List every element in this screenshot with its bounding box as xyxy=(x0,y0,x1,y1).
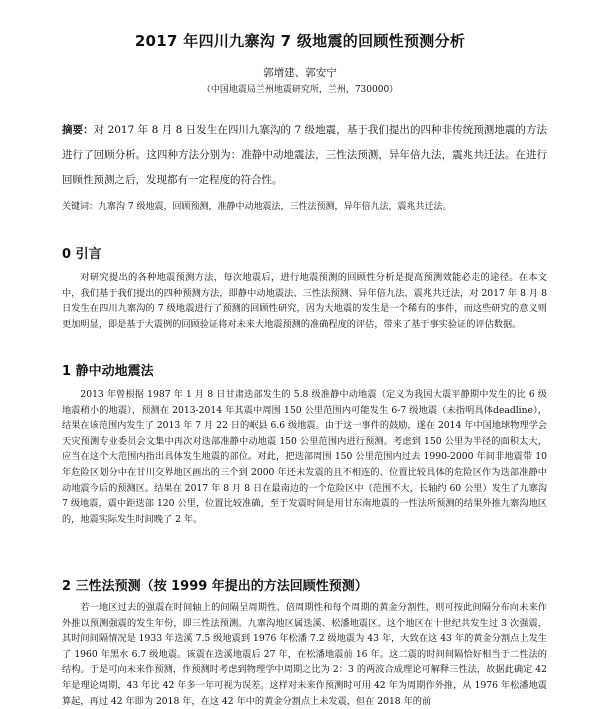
keywords xyxy=(62,199,547,216)
keywords-text: 九寨沟 7 级地震，回顾预测，准静中动地震法，三性法预测，异年倍九法，震兆共迁法。 xyxy=(98,202,452,212)
affiliation: （中国地震局兰州地震研究所，兰州，730000） xyxy=(201,85,399,95)
abstract-text: 对 2017 年 8 月 8 日发生在四川九寨沟的 7 级地震，基于我们提出的四种非传统预测地震的方法进行了回顾分析。这四种方法分别为：准静中动地震法，三性法预测，异年倍九法，震兆共迁法。在进行回顾性预测之后，发现都有一定程度的符合性。 xyxy=(62,124,548,186)
section-heading-intro: 0 引言 xyxy=(62,247,102,262)
section-heading-method-2: 2 三性法预测（按 1999 年提出的方法回顾性预测） xyxy=(62,579,368,594)
keywords-label: 关键词： xyxy=(62,202,99,212)
section-method-1-paragraph: 2013 年曾根据 1987 年 1 月 8 日甘肃迭部发生的 5.8 级准静中动地震（定义为我国大震平静期中发生的比 6 级地震稍小的地震），预测在 2013-2014 年其震中周围 150 公里范围内可能发生 6-7 级地震（未指明具体deadline），结果在该范围内发生了 2013 年 7 月 22 日的岷县 6.6 级地震。由于这一事件的鼓励，遂在 2014 年中国地球物理学会天灾预测专业委员会文集中再次对迭部准静中动地震 150 公里范围内进行预测。考虑到 150 公里为半径的面积太大，应当在这个大范围内指出具体发生地震的部位。对此，把迭部周围 150 公里范围内过去 1990-2000 年间非地震带 10 年危险区划分中在甘川交界地区画出的三个到 2000 年还未发震的且不相连的、位置比较具体的危险区作为迭部准静中动地震今后的预测区。结果在 2017 年 8 月 8 日在最南边的一个危险区中（范围不大，长轴约 60 公里）发生了九寨沟 7 级地震，震中距迭部 120 公里，位置比较准确，至于发震时间是用甘东南地震的一性法所预测的结果外推九寨沟地区的，地震实际发生时间晚了 2 年。 xyxy=(62,389,547,525)
abstract xyxy=(62,118,547,193)
section-method-2-paragraph: 若一地区过去的强震在时间轴上的间隔呈周期性、倍周期性和每个周期的黄金分割性，则可按此间隔分布向未来作外推以预测强震的发生年份，即三性法预测。九寨沟地区属迭溪、松潘地震区。这个地区在十世纪共发生过 3 次强震，其时间间隔情况是 1933 年迭溪 7.5 级地震到 1976 年松潘 7.2 级地震为 43 年，大致在这 43 年的黄金分割点上发生了 1960 年黑水 6.7 级地震。该震在迭溪地震后 27 年，在松潘地震前 16 年。这二震的时间间隔恰好相当于二性法的结构。于是可向未来作预测，作预测时考虑到物理学中周期之比为 2：3 的两波合成理论可解释三性法，故据此确定 42 年是理论周期，43 年比 42 年多一年可视为误差。这样对未来作预测时可用 42 年为周期作外推，从 1976 年松潘地震算起，再过 42 年即为 2018 年，在这 42 年中的黄金分割点上未发震，但在 2018 年的前 xyxy=(62,602,547,707)
paper-title: 2017 年四川九寨沟 7 级地震的回顾性预测分析 xyxy=(134,32,466,50)
section-heading-method-1: 1 静中动地震法 xyxy=(62,364,154,379)
authors: 郭增建、郭安宁 xyxy=(263,67,337,79)
section-intro-paragraph: 对研究提出的各种地震预测方法，每次地震后，进行地震预测的回顾性分析是提高预测效能必走的途径。在本文中，我们基于我们提出的四种预测方法，即静中动地震法、三性法预测、异年倍九法、震兆共迁法，对 2017 年 8 月 8 日发生在四川九寨沟的 7 级地震进行了预测的回顾性研究，因为大地震的发生是一个稀有的事件，而这些研究的意义则更加明显，即是基于大震例的回顾验证将对未来大地震预测的准确程度的评估，带来了基于事实验证的评估数据。 xyxy=(62,272,547,330)
abstract-label: 摘要： xyxy=(62,124,94,136)
